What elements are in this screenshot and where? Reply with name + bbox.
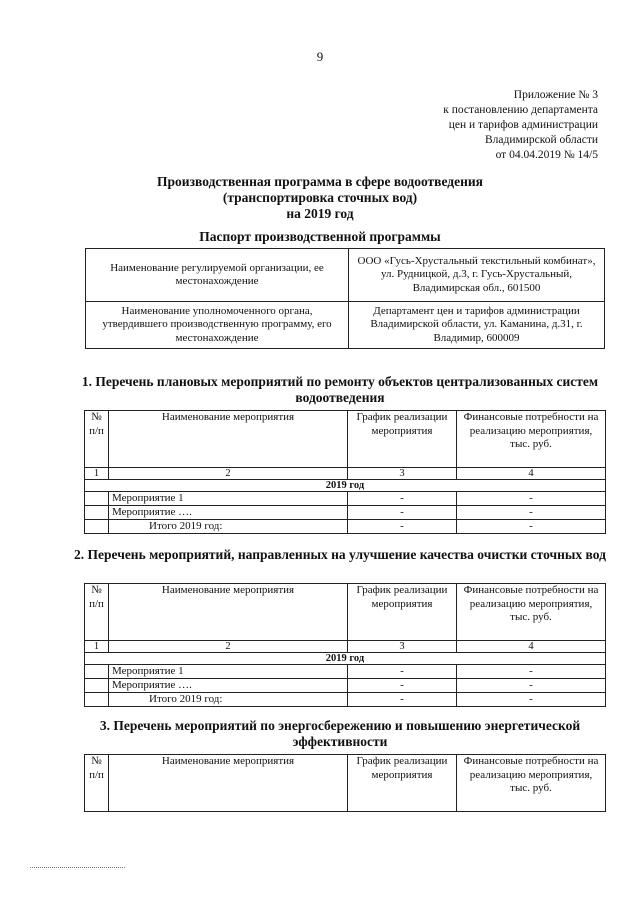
total-row: [85, 693, 606, 707]
header-num: № п/п: [85, 755, 109, 812]
appendix-line: цен и тарифов администрации: [448, 119, 598, 131]
header-num: № п/п: [85, 411, 109, 468]
passport-value: Департамент цен и тарифов администрации Владимирской области, ул. Каманина, д.31, г. Владимир, 600009: [349, 302, 605, 349]
column-number-row: [85, 468, 606, 480]
year-row: [85, 480, 606, 492]
table-row: [85, 492, 606, 506]
section-2-heading: 2. Перечень мероприятий, направленных на улучшение качества очистки сточных вод: [74, 547, 606, 562]
col-number: 4: [457, 641, 606, 653]
total-finance: -: [457, 693, 606, 707]
col-number: 3: [348, 641, 457, 653]
footer-divider: [30, 867, 125, 868]
year-label: 2019 год: [85, 480, 606, 492]
col-number: 4: [457, 468, 606, 480]
title-line: (транспортировка сточных вод): [222, 190, 418, 205]
total-label: Итого 2019 год:: [109, 520, 348, 534]
row-schedule: -: [348, 492, 457, 506]
title-line: Производственная программа в сфере водоотведения: [157, 174, 483, 189]
row-schedule: -: [348, 506, 457, 520]
passport-table: [85, 248, 605, 349]
appendix-line: Приложение № 3: [513, 89, 598, 101]
title-line: на 2019 год: [286, 206, 354, 221]
col-number: 1: [85, 468, 109, 480]
col-number: 2: [109, 641, 348, 653]
header-row: [85, 584, 606, 641]
header-num: № п/п: [85, 584, 109, 641]
section-1-table: [84, 410, 606, 534]
document-title: [0, 174, 640, 222]
passport-label: Наименование уполномоченного органа, утвердившего производственную программу, его местонахождение: [86, 302, 349, 349]
header-finance: Финансовые потребности на реализацию мероприятия, тыс. руб.: [457, 411, 606, 468]
section-2-table: [84, 583, 606, 707]
section-1-heading: 1. Перечень плановых мероприятий по ремонту объектов централизованных систем водоотведения: [81, 374, 599, 405]
passport-heading: Паспорт производственной программы: [199, 229, 441, 244]
row-name: Мероприятие ….: [109, 679, 348, 693]
header-schedule: График реализации мероприятия: [348, 411, 457, 468]
header-schedule: График реализации мероприятия: [348, 755, 457, 812]
row-name: Мероприятие ….: [109, 506, 348, 520]
section-3-table: [84, 754, 606, 812]
passport-value: ООО «Гусь-Хрустальный текстильный комбинат», ул. Рудницкой, д.3, г. Гусь-Хрустальный, Владимирская обл., 601500: [349, 249, 605, 302]
appendix-line: к постановлению департамента: [443, 104, 598, 116]
passport-label: Наименование регулируемой организации, ее местонахождение: [86, 249, 349, 302]
header-finance: Финансовые потребности на реализацию мероприятия, тыс. руб.: [457, 755, 606, 812]
header-schedule: График реализации мероприятия: [348, 584, 457, 641]
passport-row: [86, 249, 605, 302]
header-name: Наименование мероприятия: [109, 755, 348, 812]
header-name: Наименование мероприятия: [109, 411, 348, 468]
header-row: [85, 755, 606, 812]
row-finance: -: [457, 679, 606, 693]
header-finance: Финансовые потребности на реализацию мероприятия, тыс. руб.: [457, 584, 606, 641]
row-name: Мероприятие 1: [109, 492, 348, 506]
column-number-row: [85, 641, 606, 653]
total-label: Итого 2019 год:: [109, 693, 348, 707]
table-row: [85, 679, 606, 693]
row-name: Мероприятие 1: [109, 665, 348, 679]
total-row: [85, 520, 606, 534]
table-row: [85, 506, 606, 520]
col-number: 3: [348, 468, 457, 480]
total-schedule: -: [348, 693, 457, 707]
row-finance: -: [457, 506, 606, 520]
header-row: [85, 411, 606, 468]
row-finance: -: [457, 665, 606, 679]
appendix-line: от 04.04.2019 № 14/5: [495, 149, 598, 161]
col-number: 2: [109, 468, 348, 480]
section-3-heading: 3. Перечень мероприятий по энергосбережению и повышению энергетической эффективности: [99, 718, 581, 749]
row-schedule: -: [348, 665, 457, 679]
row-schedule: -: [348, 679, 457, 693]
appendix-block: [443, 88, 598, 163]
passport-row: [86, 302, 605, 349]
col-number: 1: [85, 641, 109, 653]
appendix-line: Владимирской области: [484, 134, 598, 146]
page-number: 9: [316, 49, 324, 64]
table-row: [85, 665, 606, 679]
row-finance: -: [457, 492, 606, 506]
total-schedule: -: [348, 520, 457, 534]
total-finance: -: [457, 520, 606, 534]
header-name: Наименование мероприятия: [109, 584, 348, 641]
year-row: [85, 653, 606, 665]
year-label: 2019 год: [85, 653, 606, 665]
